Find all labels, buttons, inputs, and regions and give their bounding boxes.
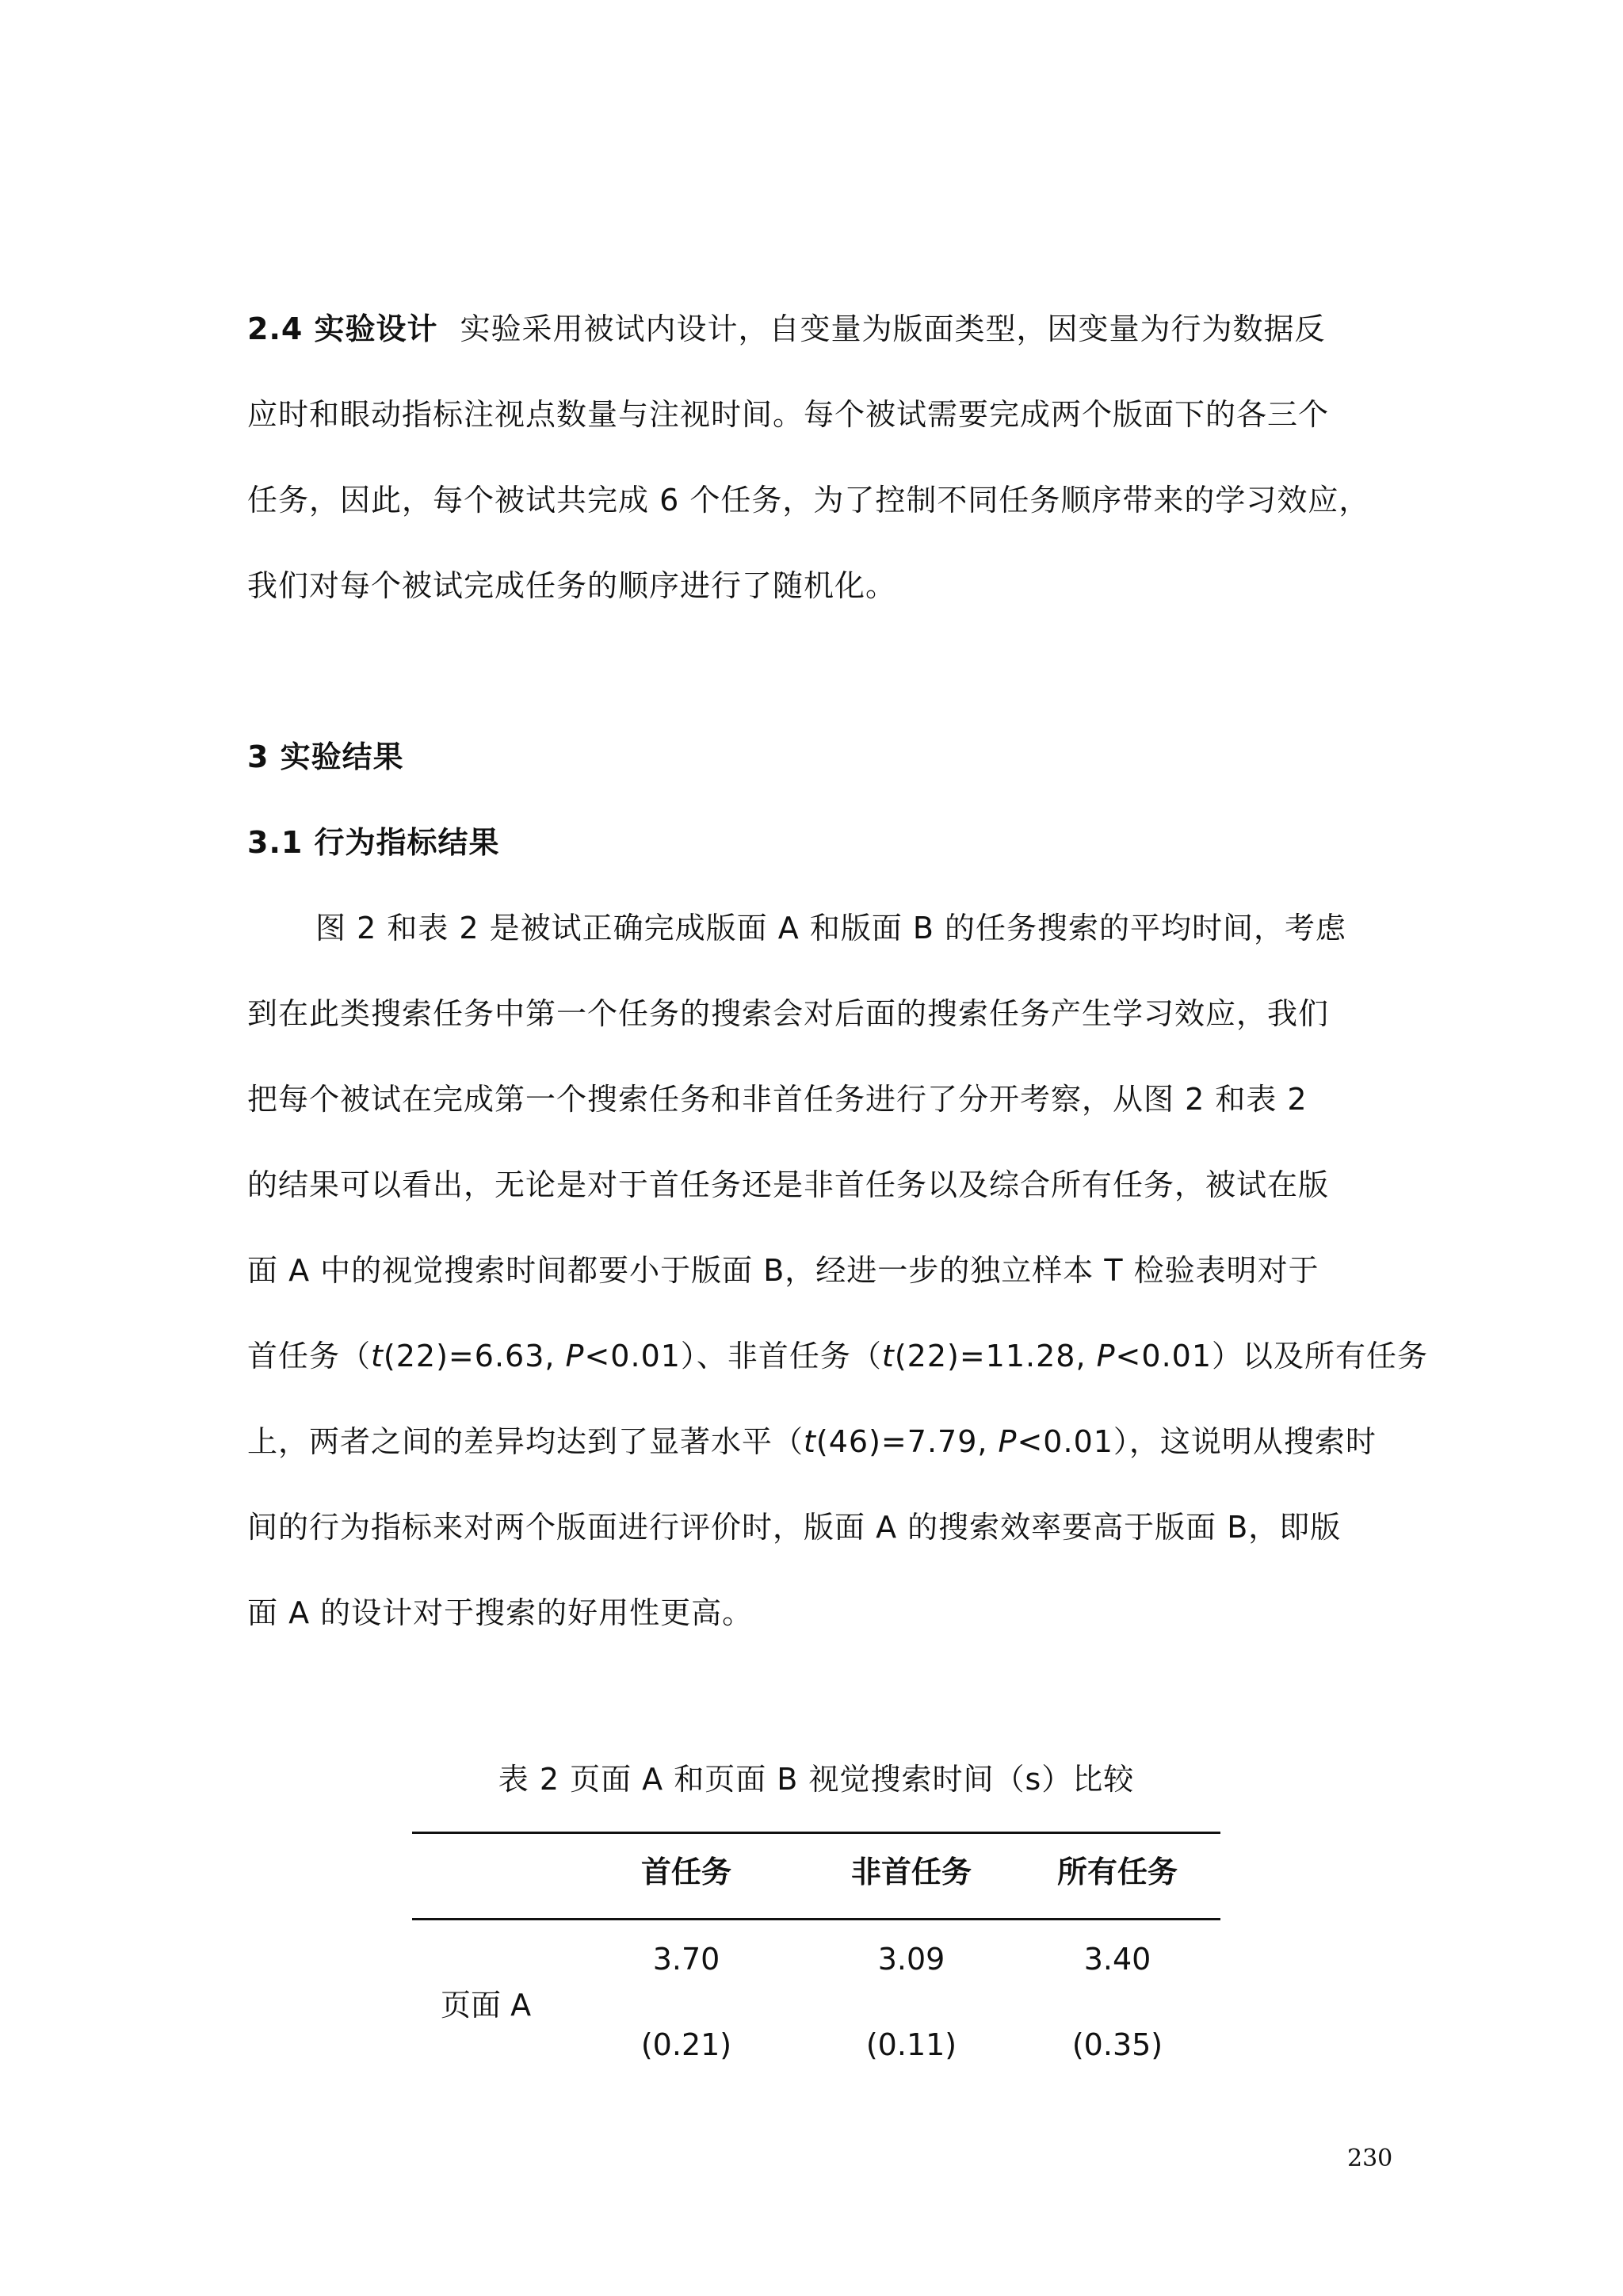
paragraph-3-1-line-6	[247, 1332, 1428, 1380]
paragraph-2-4-line-3: 任务，因此，每个被试共完成 6 个任务，为了控制不同任务顺序带来的学习效应，	[247, 483, 1370, 518]
paragraph-3-1-line-4: 的结果可以看出，无论是对于首任务还是非首任务以及综合所有任务，被试在版	[247, 1167, 1330, 1202]
paragraph-3-1-line-9: 面 A 的设计对于搜索的好用性更高。	[247, 1595, 754, 1630]
paragraph-3-1-line-2: 到在此类搜索任务中第一个任务的搜索会对后面的搜索任务产生学习效应，我们	[247, 996, 1330, 1031]
table-header-non-first-task: 非首任务	[850, 1855, 972, 1889]
line-7-part-a: 上，两者之间的差异均达到了显著水平（	[247, 1424, 804, 1459]
paragraph-2-4-line-4: 我们对每个被试完成任务的顺序进行了随机化。	[247, 568, 897, 603]
paragraph-3-1-line-3: 把每个被试在完成第一个搜索任务和非首任务进行了分开考察，从图 2 和表 2	[247, 1082, 1308, 1117]
p-value-symbol: P	[1096, 1339, 1116, 1373]
t-statistic-symbol: t	[804, 1424, 816, 1459]
table-header-rule	[412, 1918, 1220, 1920]
table-caption: 表 2 页面 A 和页面 B 视觉搜索时间（s）比较	[498, 1762, 1135, 1797]
table-cell-sd: (0.35)	[1071, 2027, 1163, 2062]
paragraph-3-1-line-7	[247, 1418, 1388, 1465]
t-statistic-symbol: t	[371, 1339, 384, 1373]
line-6-part-d: (22)=11.28,	[894, 1339, 1097, 1373]
line-6-part-c: <0.01）、非首任务（	[584, 1339, 882, 1373]
table-cell-sd: (0.11)	[865, 2027, 957, 2062]
line-6-part-b: (22)=6.63,	[383, 1339, 566, 1373]
table-header-all-tasks: 所有任务	[1056, 1855, 1178, 1889]
p-value-symbol: P	[998, 1424, 1018, 1459]
paragraph-3-1-line-8: 间的行为指标来对两个版面进行评价时，版面 A 的搜索效率要高于版面 B，即版	[247, 1510, 1342, 1545]
line-7-part-b: (46)=7.79,	[815, 1424, 999, 1459]
line-6-part-a: 首任务（	[247, 1339, 372, 1373]
paragraph-2-4-line-1-text: 实验采用被试内设计，自变量为版面类型，因变量为行为数据反	[460, 311, 1326, 346]
p-value-symbol: P	[565, 1339, 585, 1373]
paragraph-2-4-line-1-wrap	[247, 305, 1326, 353]
table-top-rule	[412, 1832, 1220, 1834]
line-7-part-c: <0.01），这说明从搜索时	[1017, 1424, 1377, 1459]
line-6-part-e: <0.01）以及所有任务	[1115, 1339, 1428, 1373]
section-2-4-heading: 2.4 实验设计	[247, 311, 438, 346]
paragraph-2-4-line-1	[247, 305, 1388, 353]
t-statistic-symbol: t	[881, 1339, 895, 1373]
table-cell-mean: 3.70	[652, 1942, 720, 1977]
table-cell-sd: (0.21)	[640, 2027, 732, 2062]
section-3-heading: 3 实验结果	[247, 739, 404, 774]
paragraph-2-4-line-2: 应时和眼动指标注视点数量与注视时间。每个被试需要完成两个版面下的各三个	[247, 397, 1330, 432]
table-header-first-task: 首任务	[640, 1855, 731, 1889]
table-row-label-page-a: 页面 A	[441, 1988, 532, 2023]
table-cell-mean: 3.09	[877, 1942, 945, 1977]
page-number: 230	[1347, 2145, 1393, 2172]
paragraph-3-1-line-1: 图 2 和表 2 是被试正确完成版面 A 和版面 B 的任务搜索的平均时间，考虑	[315, 911, 1347, 946]
paragraph-3-1-line-5: 面 A 中的视觉搜索时间都要小于版面 B，经进一步的独立样本 T 检验表明对于	[247, 1253, 1319, 1288]
table-cell-mean: 3.40	[1083, 1942, 1151, 1977]
section-3-1-heading: 3.1 行为指标结果	[247, 825, 500, 860]
